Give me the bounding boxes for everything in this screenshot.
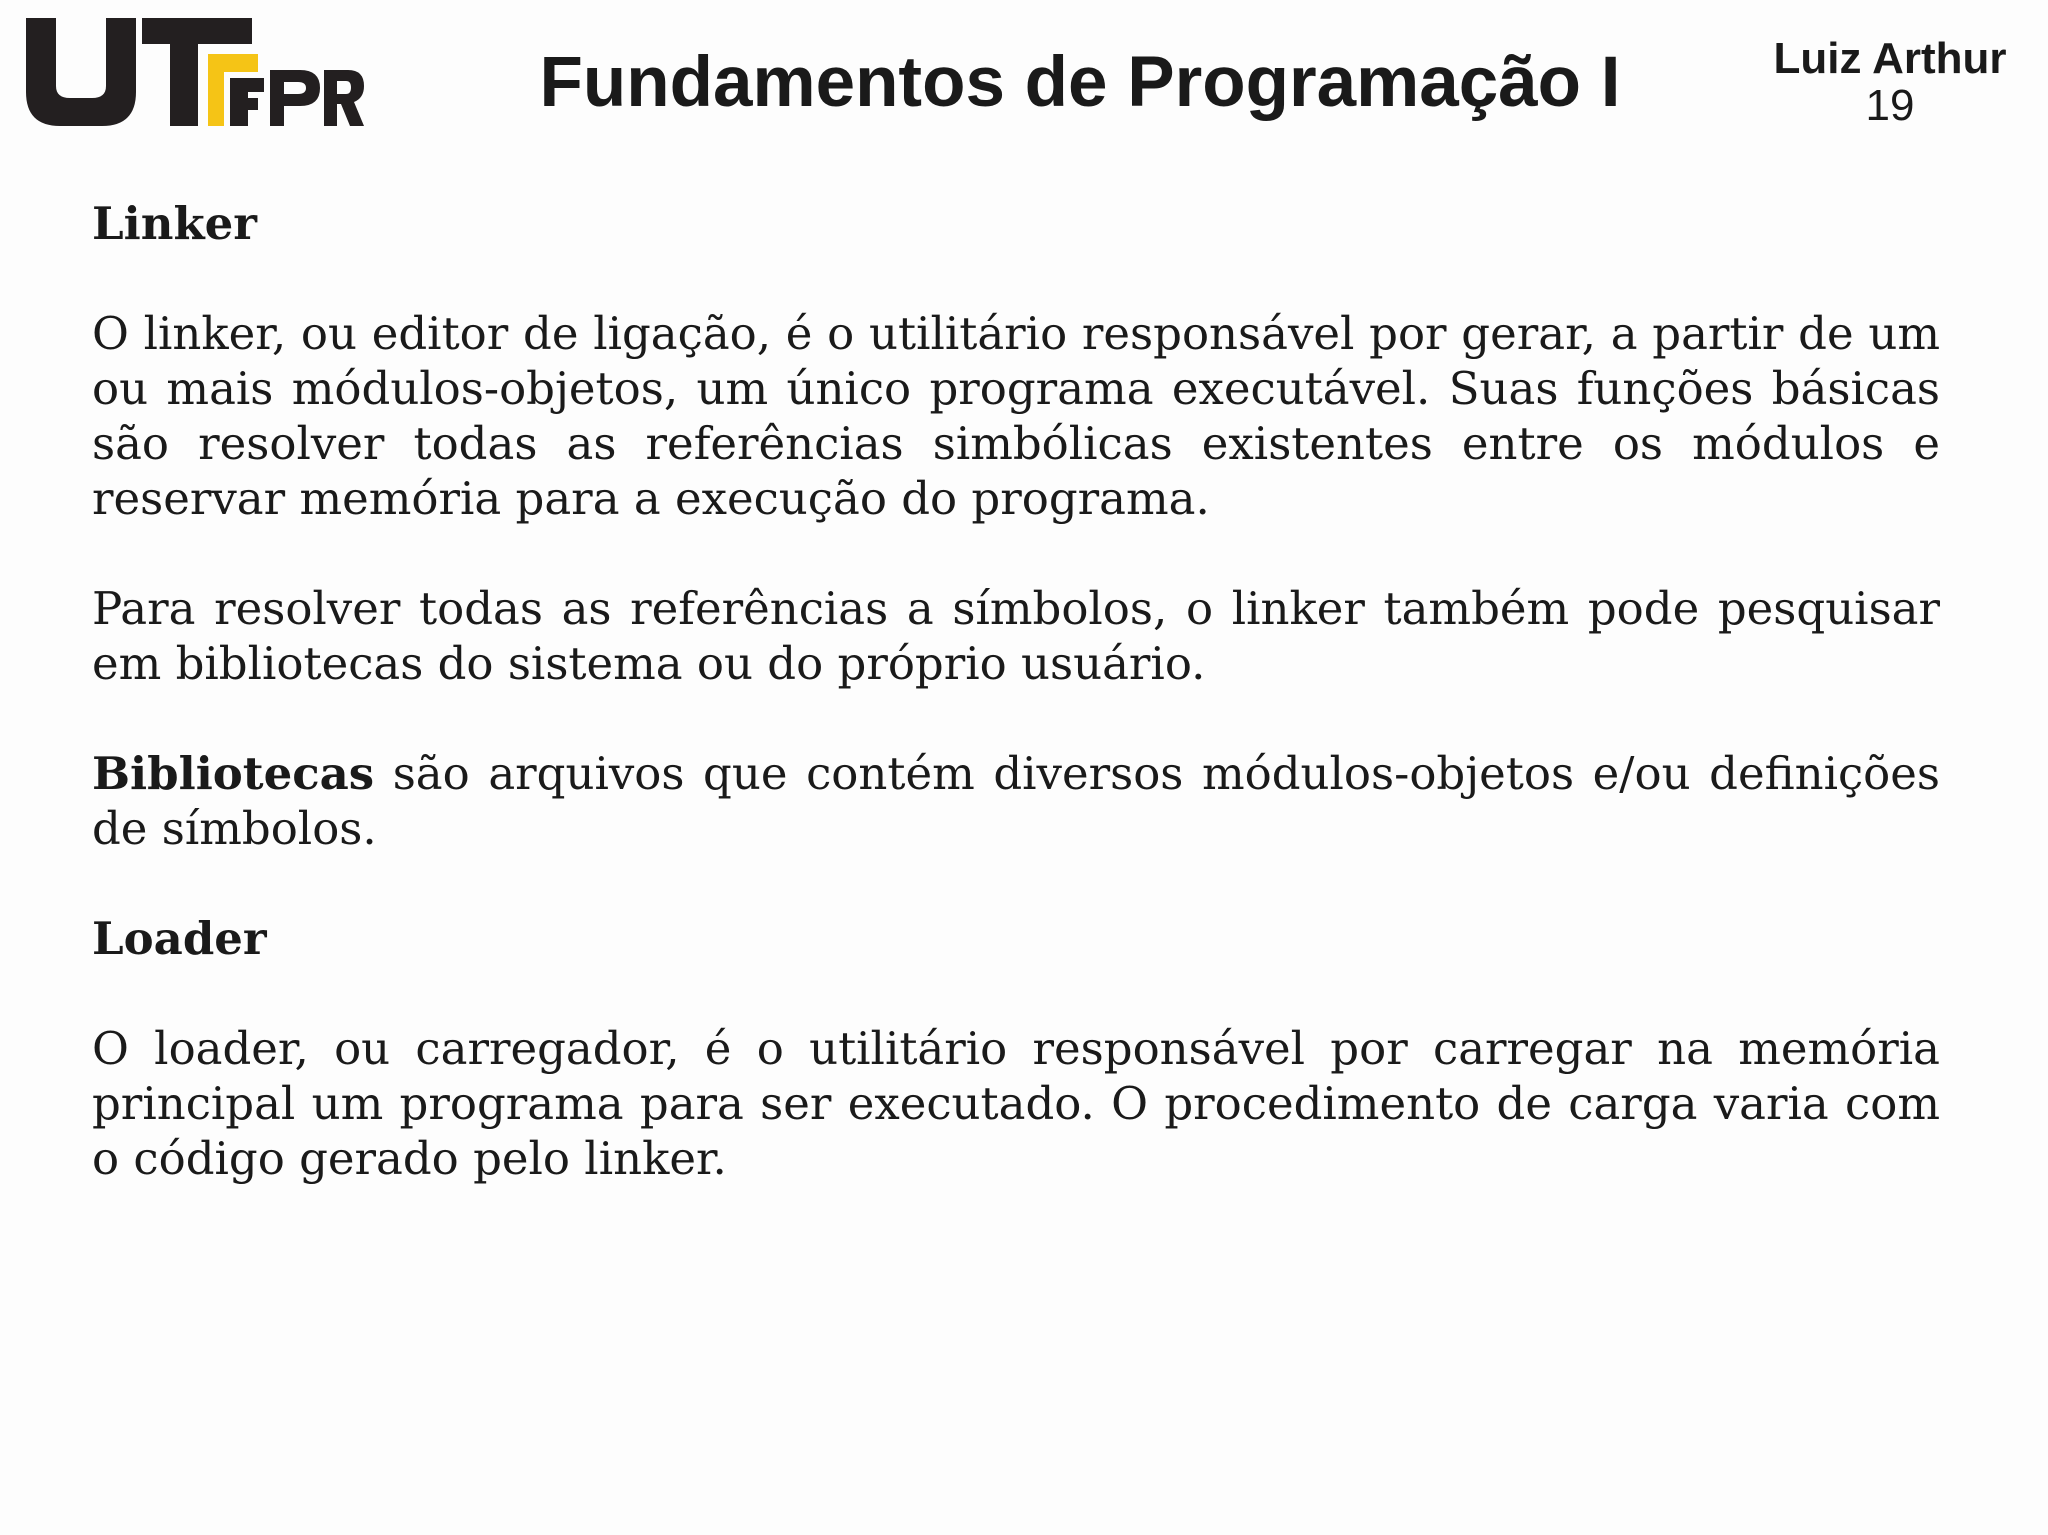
libraries-definition: são arquivos que contém diversos módulos-objetos e/ou definições de símbolos.: [92, 747, 1940, 855]
logo-letter-r: [324, 70, 364, 126]
libraries-term: Bibliotecas: [92, 747, 375, 800]
logo-letter-u: [26, 18, 136, 126]
logo-letter-f-bar: [230, 78, 264, 92]
author-block: [1740, 34, 2040, 128]
course-title: Fundamentos de Programação I: [539, 43, 1621, 122]
linker-definition-paragraph: O linker, ou editor de ligação, é o utilitário responsável por gerar, a partir de um ou mais módulos-objetos, um único programa executável. Suas funções básicas são resolver todas as referências simbólicas existentes entre os módulos e reservar memória para a execução do programa.: [92, 307, 1940, 525]
page-number: 19: [1865, 81, 1915, 130]
slide-content: [92, 196, 1940, 1241]
linker-symbols-paragraph: Para resolver todas as referências a símbolos, o linker também pode pesquisar em bibliotecas do sistema ou do próprio usuário.: [92, 582, 1940, 690]
loader-definition-paragraph: O loader, ou carregador, é o utilitário responsável por carregar na memória principal um programa para ser executado. O procedimento de carga varia com o código gerado pelo linker.: [92, 1022, 1940, 1185]
loader-heading: Loader: [92, 912, 267, 965]
logo-letter-t-bar: [142, 18, 252, 44]
linker-heading: Linker: [92, 197, 257, 250]
logo-letter-f-mid: [230, 98, 258, 110]
utfpr-logo: [26, 18, 364, 126]
author-name: Luiz Arthur: [1773, 34, 2007, 83]
libraries-paragraph: [92, 746, 1940, 856]
logo-letter-t-stem: [170, 44, 198, 126]
logo-letter-p: [270, 70, 320, 126]
logo-accent-stripe: [224, 54, 258, 72]
logo-accent-stripe: [208, 54, 224, 126]
